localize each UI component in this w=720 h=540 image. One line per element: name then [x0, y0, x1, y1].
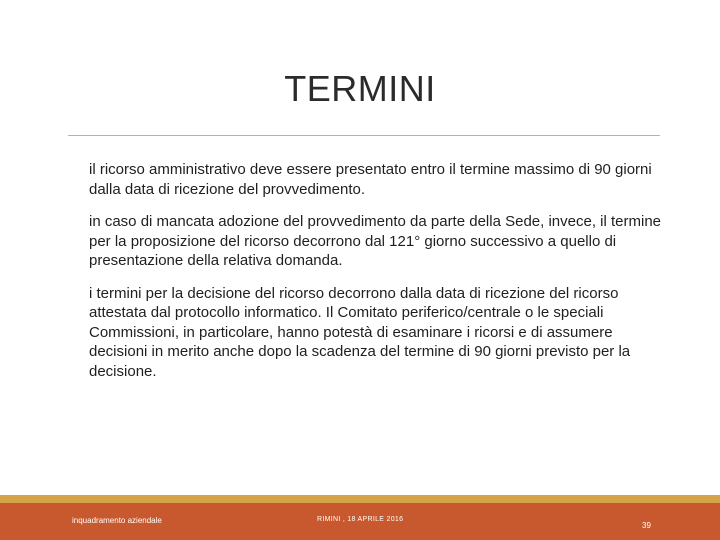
paragraph-deadline: il ricorso amministrativo deve essere presentato entro il termine massimo di 90 giorni dalla data di ricezione del provvedimento. [89, 161, 652, 198]
paragraph-decision-terms: i termini per la decisione del ricorso decorrono dalla data di ricezione del ricorso attestata dal protocollo informatico. Il Comitato periferico/centrale o le speciali Commissioni, in particolare, hanno potestà di esaminare i ricorsi e di assumere decisioni in merito anche dopo la scadenza del termine di 90 giorni previsto per la decisione. [89, 284, 631, 380]
title-divider [68, 135, 660, 136]
footer-accent-stripe [0, 495, 720, 503]
slide-title: TERMINI [284, 68, 436, 109]
paragraph-missing-adoption: in caso di mancata adozione del provvedimento da parte della Sede, invece, il termine per la proposizione del ricorso decorrono dal 121° giorno successivo a quello di presentazione della relativa domanda. [89, 213, 662, 269]
page-number: 39 [642, 521, 651, 530]
footer-bar [0, 495, 720, 540]
slide-body [89, 160, 669, 394]
footer-section-label: inquadramento aziendale [72, 516, 162, 525]
footer-date-location: RIMINI , 18 APRILE 2016 [317, 516, 404, 523]
